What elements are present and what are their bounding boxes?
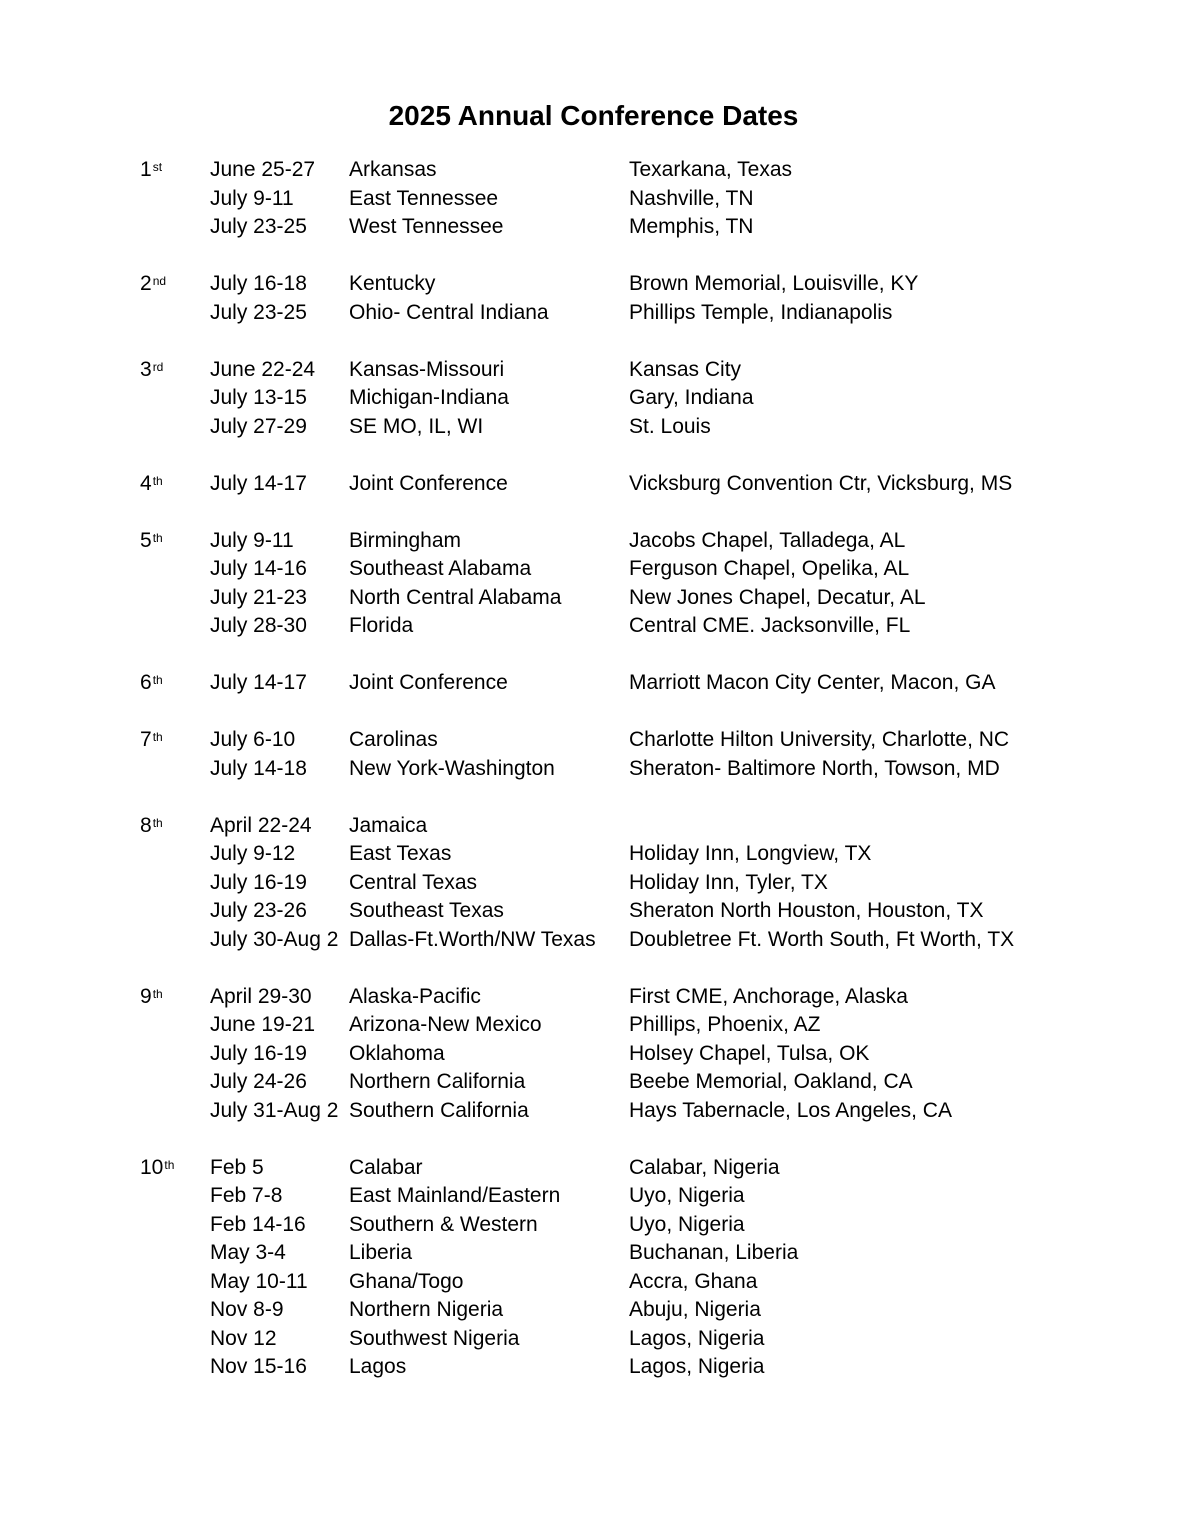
district-number bbox=[140, 669, 163, 698]
district-ordinal: 5 bbox=[140, 528, 152, 552]
conference-date: April 22-24 bbox=[210, 813, 312, 837]
district-group bbox=[0, 1154, 1187, 1382]
district-ordinal: 9 bbox=[140, 984, 152, 1008]
schedule-row bbox=[0, 983, 1187, 1012]
schedule-row bbox=[0, 555, 1187, 584]
district-ordinal-suffix: th bbox=[152, 473, 163, 488]
conference-name: Liberia bbox=[349, 1241, 413, 1264]
conference-location: Nashville, TN bbox=[629, 186, 754, 210]
district-number bbox=[140, 156, 162, 185]
schedule-row bbox=[0, 470, 1187, 499]
conference-location: Hays Tabernacle, Los Angeles, CA bbox=[629, 1098, 952, 1122]
conference-name: Calabar bbox=[349, 1155, 423, 1179]
district-group bbox=[0, 527, 1187, 641]
district-ordinal: 8 bbox=[140, 813, 152, 837]
conference-name: Southern California bbox=[349, 1098, 529, 1122]
conference-name: Northern Nigeria bbox=[349, 1298, 504, 1321]
conference-name: Arkansas bbox=[349, 158, 437, 181]
conference-date: Nov 15-16 bbox=[210, 1355, 307, 1378]
conference-name: New York-Washington bbox=[349, 756, 555, 780]
schedule-row bbox=[0, 1268, 1187, 1297]
conference-date: Feb 7-8 bbox=[210, 1184, 283, 1207]
schedule-row bbox=[0, 869, 1187, 898]
schedule-row bbox=[0, 1097, 1187, 1126]
district-ordinal-suffix: nd bbox=[152, 274, 167, 288]
district-ordinal: 6 bbox=[140, 671, 152, 694]
conference-location: Accra, Ghana bbox=[629, 1269, 758, 1293]
conference-name: Lagos bbox=[349, 1355, 407, 1378]
schedule-row bbox=[0, 1353, 1187, 1382]
conference-name: Central Texas bbox=[349, 870, 478, 894]
conference-location: Calabar, Nigeria bbox=[629, 1155, 780, 1179]
district-ordinal: 1 bbox=[140, 158, 152, 181]
conference-location: New Jones Chapel, Decatur, AL bbox=[629, 585, 926, 609]
schedule-row bbox=[0, 270, 1187, 299]
schedule-row bbox=[0, 527, 1187, 556]
district-group bbox=[0, 356, 1187, 442]
conference-date: July 14-18 bbox=[210, 756, 307, 780]
schedule-row bbox=[0, 1239, 1187, 1268]
conference-date: July 28-30 bbox=[210, 614, 307, 637]
conference-location: Uyo, Nigeria bbox=[629, 1184, 745, 1207]
conference-location: Memphis, TN bbox=[629, 215, 754, 238]
conference-name: Oklahoma bbox=[349, 1041, 445, 1065]
conference-location: Vicksburg Convention Ctr, Vicksburg, MS bbox=[629, 471, 1013, 495]
conference-date: July 16-19 bbox=[210, 1041, 307, 1065]
conference-location: First CME, Anchorage, Alaska bbox=[629, 984, 908, 1008]
schedule-row bbox=[0, 669, 1187, 698]
conference-name: East Mainland/Eastern bbox=[349, 1184, 561, 1207]
schedule-row bbox=[0, 584, 1187, 613]
conference-name: Carolinas bbox=[349, 728, 438, 751]
conference-name: Kansas-Missouri bbox=[349, 357, 505, 381]
conference-schedule bbox=[0, 156, 1187, 1410]
conference-date: July 14-16 bbox=[210, 557, 307, 580]
district-ordinal-suffix: th bbox=[152, 730, 163, 744]
conference-date: May 3-4 bbox=[210, 1241, 286, 1264]
conference-location: Sheraton- Baltimore North, Towson, MD bbox=[629, 756, 1000, 780]
district-group bbox=[0, 270, 1187, 327]
conference-date: July 6-10 bbox=[210, 728, 296, 751]
conference-date: July 16-19 bbox=[210, 870, 307, 894]
district-ordinal: 3 bbox=[140, 357, 152, 381]
district-ordinal-suffix: rd bbox=[152, 359, 164, 374]
district-ordinal-suffix: th bbox=[152, 530, 163, 545]
conference-date: April 29-30 bbox=[210, 984, 312, 1008]
conference-location: Charlotte Hilton University, Charlotte, NC bbox=[629, 728, 1010, 751]
district-number bbox=[140, 270, 166, 299]
district-ordinal-suffix: st bbox=[152, 160, 163, 174]
conference-date: July 23-26 bbox=[210, 899, 307, 922]
page-title: 2025 Annual Conference Dates bbox=[388, 100, 799, 131]
conference-name: Michigan-Indiana bbox=[349, 386, 509, 409]
conference-date: July 9-12 bbox=[210, 842, 296, 865]
conference-name: Kentucky bbox=[349, 272, 436, 295]
district-ordinal: 10 bbox=[140, 1155, 164, 1179]
conference-name: Alaska-Pacific bbox=[349, 984, 481, 1008]
district-number bbox=[140, 983, 163, 1012]
conference-location: Ferguson Chapel, Opelika, AL bbox=[629, 557, 910, 580]
conference-name: Ohio- Central Indiana bbox=[349, 300, 549, 324]
conference-date: July 14-17 bbox=[210, 671, 307, 694]
conference-location: Kansas City bbox=[629, 357, 742, 381]
schedule-row bbox=[0, 185, 1187, 214]
district-ordinal-suffix: th bbox=[152, 986, 163, 1001]
conference-date: Nov 12 bbox=[210, 1326, 277, 1350]
conference-location: Central CME. Jacksonville, FL bbox=[629, 614, 911, 637]
district-number bbox=[140, 726, 163, 755]
conference-date: July 27-29 bbox=[210, 414, 307, 438]
conference-date: July 23-25 bbox=[210, 215, 307, 238]
district-group bbox=[0, 156, 1187, 242]
schedule-row bbox=[0, 612, 1187, 641]
conference-name: Joint Conference bbox=[349, 671, 508, 694]
conference-date: Feb 5 bbox=[210, 1155, 264, 1179]
conference-date: July 14-17 bbox=[210, 471, 307, 495]
schedule-row bbox=[0, 812, 1187, 841]
district-group bbox=[0, 470, 1187, 499]
schedule-row bbox=[0, 1068, 1187, 1097]
conference-name: Birmingham bbox=[349, 528, 462, 552]
conference-name: North Central Alabama bbox=[349, 585, 562, 609]
conference-name: Dallas-Ft.Worth/NW Texas bbox=[349, 927, 596, 951]
conference-location: Marriott Macon City Center, Macon, GA bbox=[629, 671, 996, 694]
conference-location: Holiday Inn, Tyler, TX bbox=[629, 870, 828, 894]
conference-location: Lagos, Nigeria bbox=[629, 1355, 765, 1378]
conference-date: June 19-21 bbox=[210, 1013, 316, 1036]
district-group bbox=[0, 983, 1187, 1126]
conference-location: Phillips, Phoenix, AZ bbox=[629, 1013, 821, 1036]
conference-name: West Tennessee bbox=[349, 215, 504, 238]
conference-location: Holsey Chapel, Tulsa, OK bbox=[629, 1041, 870, 1065]
conference-name: Jamaica bbox=[349, 813, 428, 837]
conference-date: May 10-11 bbox=[210, 1269, 308, 1293]
conference-name: Southwest Nigeria bbox=[349, 1326, 520, 1350]
district-number bbox=[140, 356, 163, 385]
conference-name: Joint Conference bbox=[349, 471, 508, 495]
conference-name: Southeast Texas bbox=[349, 899, 504, 922]
conference-date: Feb 14-16 bbox=[210, 1212, 306, 1236]
district-number bbox=[140, 1154, 174, 1183]
conference-location: Buchanan, Liberia bbox=[629, 1241, 799, 1264]
conference-location: Holiday Inn, Longview, TX bbox=[629, 842, 872, 865]
conference-location: Abuju, Nigeria bbox=[629, 1298, 761, 1321]
conference-date: July 13-15 bbox=[210, 386, 307, 409]
conference-location: Lagos, Nigeria bbox=[629, 1326, 765, 1350]
schedule-row bbox=[0, 299, 1187, 328]
district-group bbox=[0, 669, 1187, 698]
schedule-row bbox=[0, 1040, 1187, 1069]
schedule-row bbox=[0, 755, 1187, 784]
conference-location: Gary, Indiana bbox=[629, 386, 754, 409]
conference-name: Arizona-New Mexico bbox=[349, 1013, 542, 1036]
schedule-row bbox=[0, 1325, 1187, 1354]
conference-date: July 16-18 bbox=[210, 272, 307, 295]
conference-location: St. Louis bbox=[629, 414, 711, 438]
district-ordinal: 2 bbox=[140, 272, 152, 295]
conference-location: Beebe Memorial, Oakland, CA bbox=[629, 1070, 913, 1093]
conference-location: Uyo, Nigeria bbox=[629, 1212, 745, 1236]
conference-name: Southeast Alabama bbox=[349, 557, 532, 580]
district-ordinal: 4 bbox=[140, 471, 152, 495]
conference-name: East Texas bbox=[349, 842, 452, 865]
schedule-row bbox=[0, 840, 1187, 869]
conference-location: Doubletree Ft. Worth South, Ft Worth, TX bbox=[629, 927, 1015, 951]
district-ordinal: 7 bbox=[140, 728, 152, 751]
schedule-row bbox=[0, 413, 1187, 442]
schedule-row bbox=[0, 726, 1187, 755]
conference-date: July 9-11 bbox=[210, 186, 294, 210]
schedule-row bbox=[0, 1211, 1187, 1240]
conference-location: Brown Memorial, Louisville, KY bbox=[629, 272, 919, 295]
conference-name: Southern & Western bbox=[349, 1212, 538, 1236]
schedule-row bbox=[0, 926, 1187, 955]
schedule-row bbox=[0, 384, 1187, 413]
conference-location: Texarkana, Texas bbox=[629, 158, 793, 181]
conference-date: Nov 8-9 bbox=[210, 1298, 284, 1321]
conference-name: SE MO, IL, WI bbox=[349, 414, 484, 438]
schedule-row bbox=[0, 356, 1187, 385]
conference-date: July 9-11 bbox=[210, 528, 294, 552]
district-ordinal-suffix: th bbox=[152, 815, 163, 830]
conference-date: July 24-26 bbox=[210, 1070, 307, 1093]
conference-name: Ghana/Togo bbox=[349, 1269, 464, 1293]
conference-location: Sheraton North Houston, Houston, TX bbox=[629, 899, 984, 922]
schedule-row bbox=[0, 213, 1187, 242]
conference-name: Northern California bbox=[349, 1070, 526, 1093]
district-group bbox=[0, 812, 1187, 955]
schedule-row bbox=[0, 1154, 1187, 1183]
conference-date: July 31-Aug 2 bbox=[210, 1098, 339, 1122]
district-number bbox=[140, 470, 163, 499]
conference-date: July 30-Aug 2 bbox=[210, 927, 339, 951]
conference-name: East Tennessee bbox=[349, 186, 499, 210]
conference-date: June 25-27 bbox=[210, 158, 316, 181]
district-number bbox=[140, 527, 163, 556]
conference-location: Phillips Temple, Indianapolis bbox=[629, 300, 893, 324]
conference-name: Florida bbox=[349, 614, 414, 637]
conference-date: June 22-24 bbox=[210, 357, 316, 381]
district-number bbox=[140, 812, 163, 841]
district-ordinal-suffix: th bbox=[152, 673, 163, 687]
conference-date: July 23-25 bbox=[210, 300, 307, 324]
schedule-row bbox=[0, 1182, 1187, 1211]
schedule-row bbox=[0, 1011, 1187, 1040]
schedule-row bbox=[0, 897, 1187, 926]
conference-location: Jacobs Chapel, Talladega, AL bbox=[629, 528, 906, 552]
district-group bbox=[0, 726, 1187, 783]
schedule-row bbox=[0, 156, 1187, 185]
conference-date: July 21-23 bbox=[210, 585, 307, 609]
schedule-row bbox=[0, 1296, 1187, 1325]
district-ordinal-suffix: th bbox=[164, 1157, 175, 1172]
